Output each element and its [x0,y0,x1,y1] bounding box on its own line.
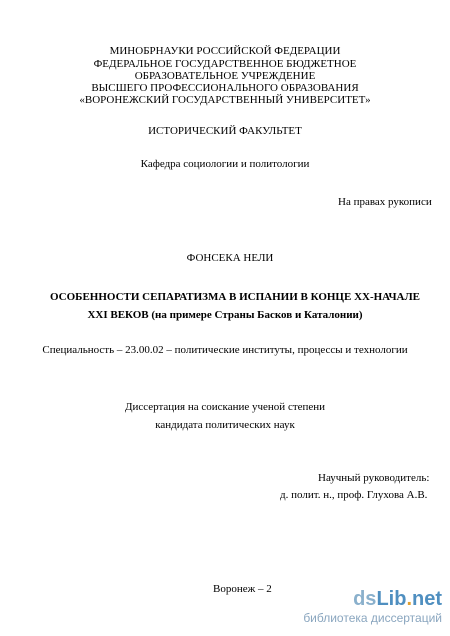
manuscript-rights-note: На правах рукописи [338,196,432,208]
faculty-name: ИСТОРИЧЕСКИЙ ФАКУЛЬТЕТ [148,125,302,137]
institution-line-3: ВЫСШЕГО ПРОФЕССИОНАЛЬНОГО ОБРАЗОВАНИЯ [91,82,359,94]
watermark-subtitle: библиотека диссертаций [303,611,442,625]
dslib-logo [353,588,442,610]
department-name: Кафедра социологии и политологии [140,158,310,170]
supervisor-name: д. полит. н., проф. Глухова А.В. [280,489,428,501]
dissertation-title-line-2: XXI ВЕКОВ (на примере Страны Басков и Каталонии) [87,309,363,321]
city-year: Воронеж – 2 [213,583,272,595]
ministry-line: МИНОБРНАУКИ РОССИЙСКОЙ ФЕДЕРАЦИИ [109,45,341,57]
university-name: «ВОРОНЕЖСКИЙ ГОСУДАРСТВЕННЫЙ УНИВЕРСИТЕТ» [79,94,371,106]
author-name: ФОНСЕКА НЕЛИ [186,252,274,264]
institution-line-1: ФЕДЕРАЛЬНОЕ ГОСУДАРСТВЕННОЕ БЮДЖЕТНОЕ [93,58,357,70]
specialty-line: Специальность – 23.00.02 – политические институты, процессы и технологии [42,344,408,356]
logo-ds: ds [353,588,377,610]
logo-dot: . [406,588,412,610]
degree-line-2: кандидата политических наук [155,419,295,431]
supervisor-label: Научный руководитель: [318,472,430,484]
dslib-watermark [300,588,446,632]
logo-lib: Lib [376,588,407,610]
institution-line-2: ОБРАЗОВАТЕЛЬНОЕ УЧРЕЖДЕНИЕ [134,70,316,82]
logo-net: net [412,588,442,610]
dissertation-title-line-1: ОСОБЕННОСТИ СЕПАРАТИЗМА В ИСПАНИИ В КОНЦЕ ХХ-НАЧАЛЕ [49,291,420,303]
degree-line-1: Диссертация на соискание ученой степени [124,401,326,413]
